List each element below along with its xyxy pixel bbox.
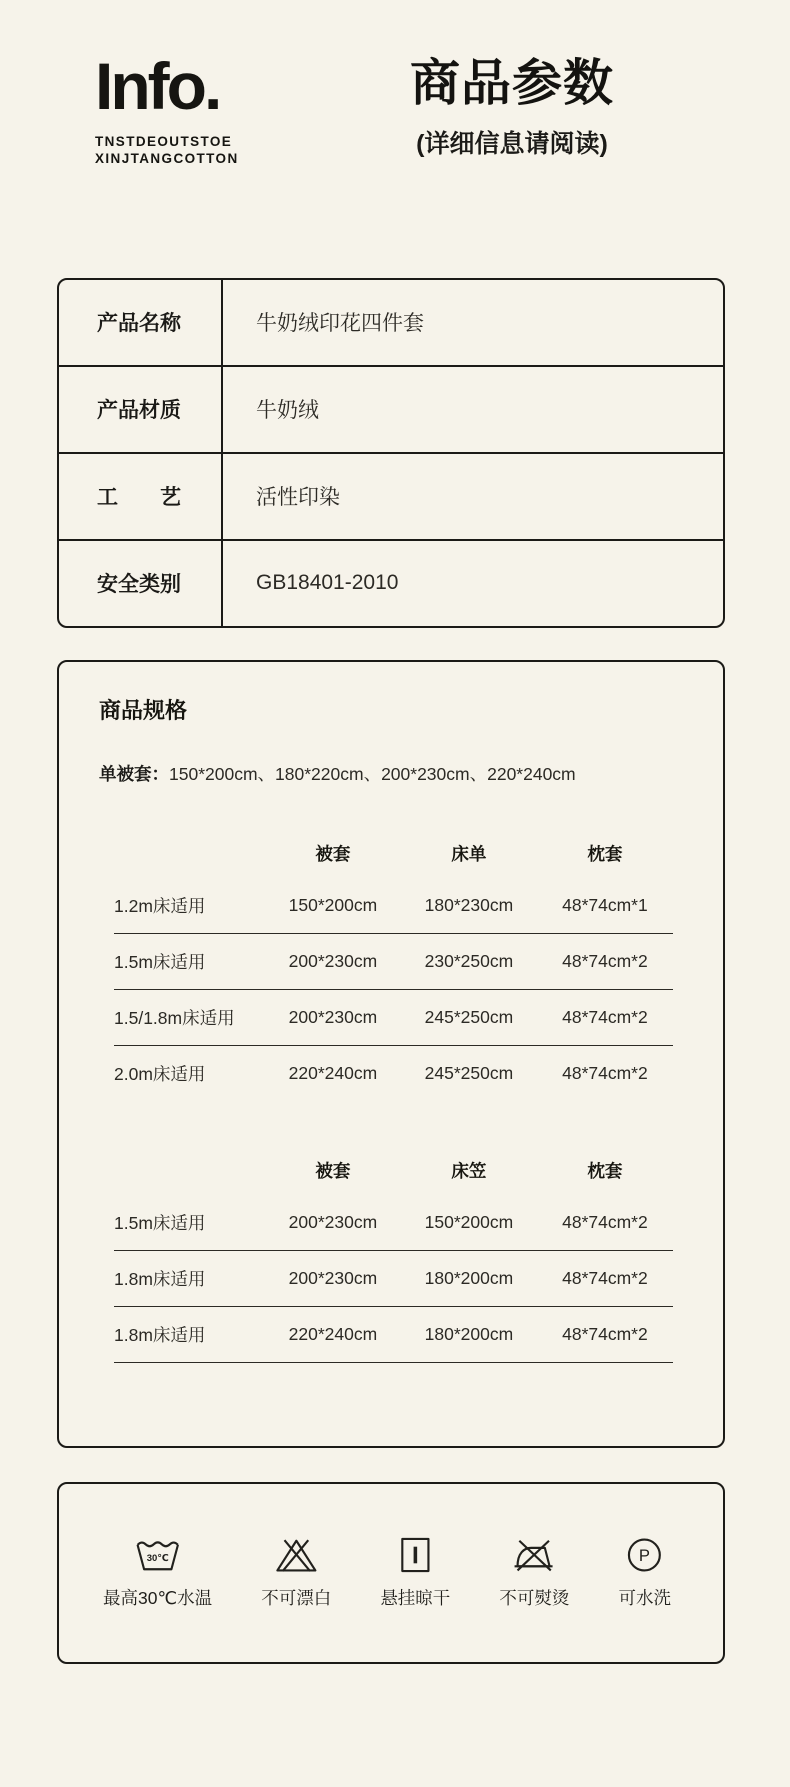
header-cell: 被套 (315, 1161, 351, 1182)
table-header-row (114, 1147, 673, 1195)
sheet-size-table (114, 830, 673, 1101)
care-label: 不可漂白 (261, 1587, 332, 1608)
specs-title: 商品规格 (99, 697, 188, 723)
table-row (59, 280, 723, 365)
table-row (114, 1251, 673, 1307)
care-label: 不可熨烫 (499, 1587, 570, 1608)
table-row (114, 1046, 673, 1101)
svg-text:P: P (639, 1545, 651, 1565)
cell-sheet: 180*230cm (424, 894, 514, 915)
table-row (59, 365, 723, 452)
table-row (114, 878, 673, 934)
cell-sheet: 230*250cm (424, 950, 514, 971)
cell-pillow: 48*74cm*2 (562, 1006, 648, 1027)
page-title: 商品参数 (410, 55, 614, 111)
cell-bed-size: 1.8m床适用 (114, 1324, 206, 1345)
hang-dry-icon (394, 1536, 437, 1574)
page-subtitle: (详细信息请阅读) (416, 130, 608, 158)
table-row (114, 934, 673, 990)
no-bleach-icon (275, 1536, 318, 1574)
param-value: 牛奶绒印花四件套 (256, 312, 424, 336)
duvet-note-label: 单被套： (99, 763, 169, 784)
cell-sheet: 245*250cm (424, 1062, 514, 1083)
cell-pillow: 48*74cm*2 (562, 950, 648, 971)
param-label: 工 艺 (59, 454, 223, 539)
table-row (59, 539, 723, 626)
cell-bed-size: 1.5m床适用 (114, 951, 206, 972)
header-cell: 被套 (315, 844, 351, 865)
product-params-table (57, 278, 725, 628)
cell-bed-size: 1.5m床适用 (114, 1212, 206, 1233)
cell-pillow: 48*74cm*1 (562, 894, 648, 915)
cell-duvet: 200*230cm (288, 1211, 378, 1232)
cell-bed-size: 1.2m床适用 (114, 895, 206, 916)
header-cell: 枕套 (587, 844, 623, 865)
cell-duvet: 220*240cm (288, 1062, 378, 1083)
brand-logo: Info. (95, 49, 220, 123)
duvet-note-values: 150*200cm、180*220cm、200*230cm、220*240cm (169, 763, 576, 784)
param-value: GB18401-2010 (256, 571, 399, 595)
table-row (114, 1307, 673, 1363)
cell-fitted-sheet: 150*200cm (424, 1211, 514, 1232)
cell-duvet: 200*230cm (288, 1267, 378, 1288)
cell-duvet: 150*200cm (288, 894, 378, 915)
param-label: 安全类别 (59, 541, 223, 626)
cell-fitted-sheet: 180*200cm (424, 1323, 514, 1344)
cell-bed-size: 2.0m床适用 (114, 1063, 206, 1084)
care-item-hang-dry (380, 1536, 450, 1610)
cell-fitted-sheet: 180*200cm (424, 1267, 514, 1288)
no-iron-icon (511, 1536, 559, 1574)
param-value: 牛奶绒 (256, 399, 319, 423)
cell-bed-size: 1.8m床适用 (114, 1268, 206, 1289)
table-row (114, 990, 673, 1046)
brand-tagline-line1: TNSTDEOUTSTOE (95, 133, 233, 149)
header-cell: 床笠 (451, 1161, 487, 1182)
brand-logo-block (95, 49, 239, 168)
cell-pillow: 48*74cm*2 (562, 1267, 648, 1288)
brand-tagline-line2: XINJTANGCOTTON (95, 151, 239, 167)
care-item-washable (619, 1536, 672, 1610)
svg-text:30℃: 30℃ (146, 1552, 169, 1564)
washable-icon (623, 1536, 666, 1574)
cell-bed-size: 1.5/1.8m床适用 (114, 1007, 235, 1028)
care-label: 可水洗 (618, 1587, 671, 1608)
cell-duvet: 200*230cm (288, 1006, 378, 1027)
table-row (114, 1195, 673, 1251)
page-header (0, 0, 790, 168)
fitted-size-table (114, 1147, 673, 1363)
care-item-wash-30 (103, 1536, 212, 1610)
table-row (59, 452, 723, 539)
cell-pillow: 48*74cm*2 (562, 1211, 648, 1232)
care-instructions-panel (57, 1482, 725, 1664)
care-item-no-iron (499, 1536, 569, 1610)
cell-duvet: 220*240cm (288, 1323, 378, 1344)
duvet-sizes-note (99, 761, 678, 786)
specs-section (57, 660, 725, 1448)
cell-pillow: 48*74cm*2 (562, 1062, 648, 1083)
cell-sheet: 245*250cm (424, 1006, 514, 1027)
header-cell: 枕套 (587, 1161, 623, 1182)
brand-tagline (95, 133, 239, 168)
title-block (410, 56, 614, 160)
table-header-row (114, 830, 673, 878)
wash-30-icon (134, 1536, 182, 1574)
param-value: 活性印染 (256, 486, 340, 510)
care-item-no-bleach (261, 1536, 331, 1610)
care-label: 最高30℃水温 (103, 1587, 213, 1608)
header-cell: 床单 (451, 844, 487, 865)
cell-duvet: 200*230cm (288, 950, 378, 971)
care-label: 悬挂晾干 (380, 1587, 451, 1608)
cell-pillow: 48*74cm*2 (562, 1323, 648, 1344)
param-label: 产品材质 (59, 367, 223, 452)
param-label: 产品名称 (59, 280, 223, 365)
